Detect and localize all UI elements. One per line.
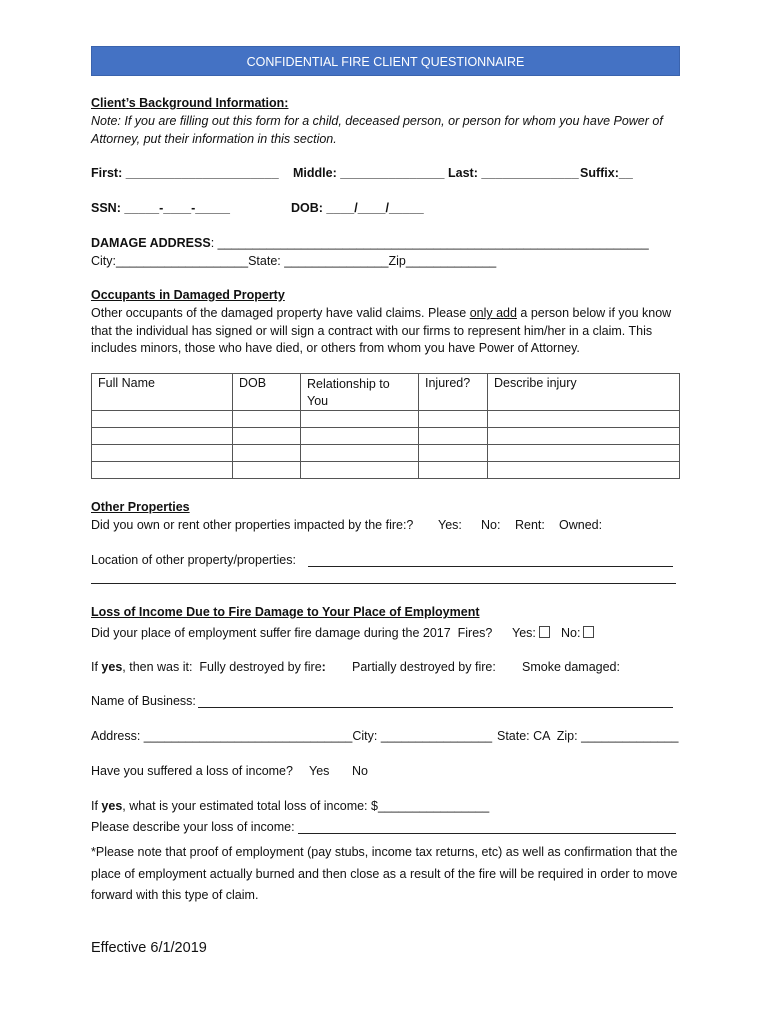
effective-date-footer: Effective 6/1/2019 (91, 940, 207, 956)
employment-yes-option[interactable]: Yes: (512, 626, 550, 640)
table-row[interactable] (92, 428, 680, 445)
other-properties-owned-option[interactable]: Owned: (559, 518, 603, 532)
loss-income-question: Have you suffered a loss of income? (91, 764, 293, 778)
suffix-field[interactable]: Suffix:__ (580, 166, 633, 180)
describe-loss-label: Please describe your loss of income: (91, 820, 299, 834)
column-header: DOB (233, 374, 301, 411)
form-title-banner: CONFIDENTIAL FIRE CLIENT QUESTIONNAIRE (91, 46, 680, 76)
column-header: Relationship to You (301, 374, 419, 411)
business-state-zip-field[interactable]: State: CA Zip: ______________ (497, 729, 679, 743)
business-address-field[interactable]: Address: ______________________________City: ________________ (91, 729, 493, 743)
yes-checkbox[interactable] (539, 626, 550, 638)
employment-damage-question: Did your place of employment suffer fire damage during the 2017 Fires? (91, 626, 493, 640)
column-header: Describe injury (488, 374, 680, 411)
city-state-zip-field[interactable]: City:___________________State: _______________Zip_____________ (91, 254, 497, 268)
occupants-heading: Occupants in Damaged Property (91, 288, 285, 302)
column-header: Full Name (92, 374, 233, 411)
table-row[interactable] (92, 462, 680, 479)
smoke-damaged-option[interactable]: Smoke damaged: (522, 660, 620, 674)
estimated-loss-field[interactable]: If yes, what is your estimated total loss of income: $________________ (91, 799, 490, 813)
damage-address-label: DAMAGE ADDRESS (91, 236, 211, 250)
location-input-line[interactable] (308, 566, 673, 567)
other-properties-rent-option[interactable]: Rent: (515, 518, 545, 532)
other-properties-question: Did you own or rent other properties impacted by the fire:? (91, 518, 414, 532)
loss-income-heading: Loss of Income Due to Fire Damage to Your Place of Employment (91, 605, 480, 619)
dob-field[interactable]: DOB: ____/____/_____ (291, 201, 424, 215)
loss-income-no-option[interactable]: No (352, 764, 368, 778)
background-note: Note: If you are filling out this form for a child, deceased person, or person for whom you have Power of Attorney, put their information in this section. (91, 114, 663, 146)
background-heading: Client’s Background Information: (91, 96, 289, 110)
partially-destroyed-option[interactable]: Partially destroyed by fire: (352, 660, 496, 674)
damage-type-question: If yes, then was it: Fully destroyed by fire: (91, 660, 326, 674)
ssn-field[interactable]: SSN: _____-____-_____ (91, 201, 230, 215)
proof-notice: *Please note that proof of employment (pay stubs, income tax returns, etc) as well as confirmation that the place of employment actually burned and then close as a result of the fire will be required in order to move forward with this type of claim. (91, 845, 678, 902)
no-checkbox[interactable] (583, 626, 594, 638)
column-header: Injured? (419, 374, 488, 411)
loss-income-yes-option[interactable]: Yes (309, 764, 330, 778)
occupants-paragraph: Other occupants of the damaged property have valid claims. Please only add a person below if you know that the individual has signed or will sign a contract with our firms to represent him/her in a claim. This includes minors, those who have died, or others from whom you have Power of Attorney. (91, 306, 672, 355)
other-properties-yes-option[interactable]: Yes: (438, 518, 462, 532)
location-label: Location of other property/properties: (91, 553, 296, 567)
business-name-label: Name of Business: (91, 694, 196, 708)
table-row[interactable] (92, 445, 680, 462)
middle-name-field[interactable]: Middle: _______________ (293, 166, 445, 180)
table-row[interactable] (92, 411, 680, 428)
location-input-line-2[interactable] (91, 583, 676, 584)
occupants-table (91, 373, 680, 479)
damage-address-field[interactable] (91, 236, 649, 250)
damage-address-line: : ______________________________________________________________ (210, 236, 649, 250)
table-header-row (92, 374, 680, 411)
other-properties-no-option[interactable]: No: (481, 518, 501, 532)
employment-no-option[interactable]: No: (561, 626, 594, 640)
other-properties-heading: Other Properties (91, 500, 190, 514)
describe-loss-input-line[interactable] (298, 833, 676, 834)
business-name-input-line[interactable] (198, 707, 673, 708)
last-name-field[interactable]: Last: ______________ (448, 166, 579, 180)
first-name-field[interactable]: First: ______________________ (91, 166, 279, 180)
